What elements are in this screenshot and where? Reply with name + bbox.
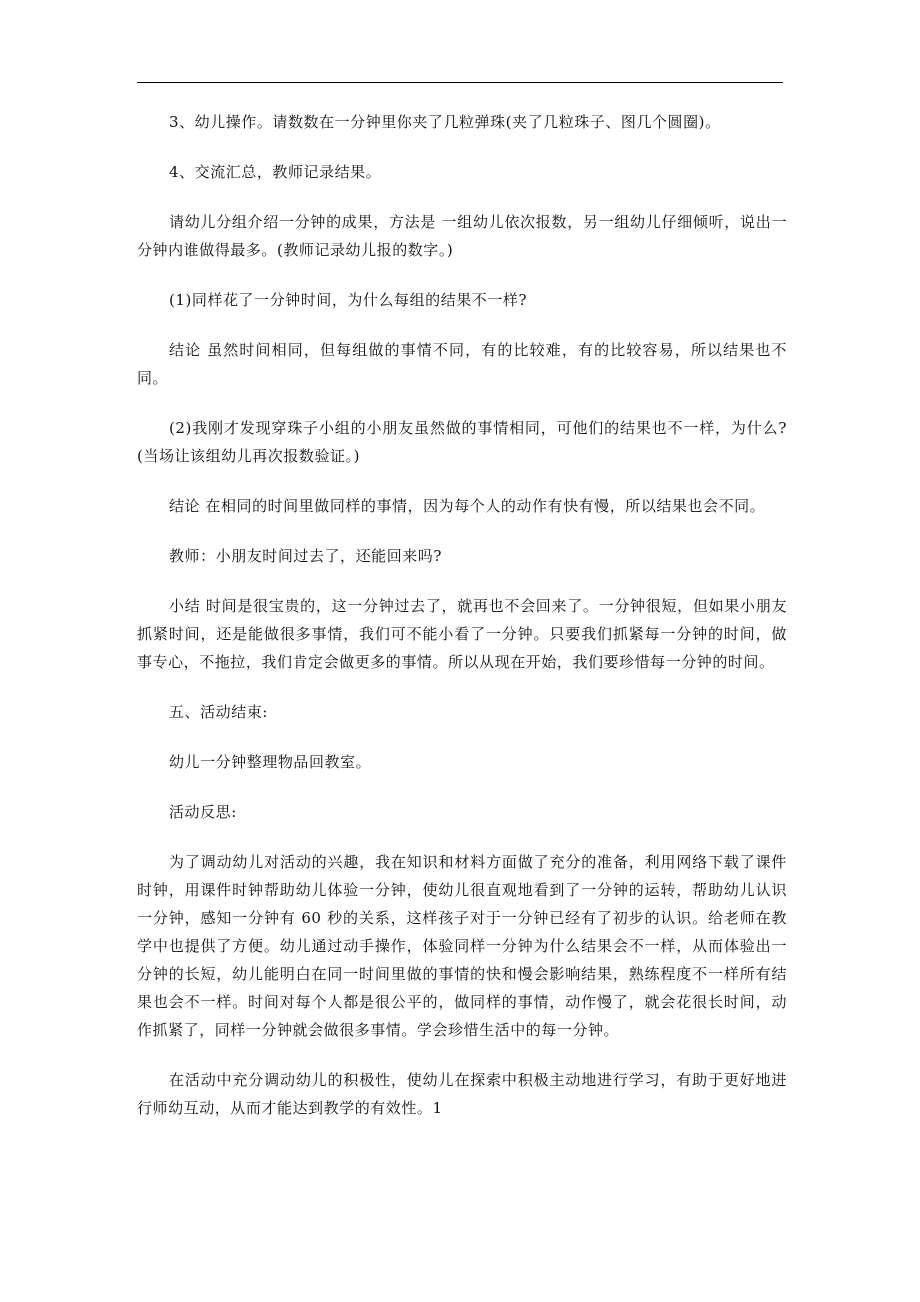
section-heading-reflection: 活动反思: [169, 803, 237, 821]
paragraph-teacher-question: 教师：小朋友时间过去了，还能回来吗? [169, 547, 442, 565]
section-heading-activity-end: 五、活动结束: [169, 703, 268, 721]
paragraph-conclusion-2: 结论 在相同的时间里做同样的事情，因为每个人的动作有快有慢，所以结果也会不同。 [169, 497, 766, 515]
document-body [137, 108, 787, 1144]
paragraph-tidy-up: 幼儿一分钟整理物品回教室。 [169, 753, 372, 771]
paragraph-summary: 小结 时间是很宝贵的，这一分钟过去了，就再也不会回来了。一分钟很短，但如果小朋友抓紧时间，还是能做很多事情，我们可不能小看了一分钟。只要我们抓紧每一分钟的时间，做事专心，不拖拉，我们肯定会做更多的事情。所以从现在开始，我们要珍惜每一分钟的时间。 [137, 597, 787, 671]
paragraph-conclusion-1: 结论 虽然时间相同，但每组做的事情不同，有的比较难，有的比较容易，所以结果也不同。 [137, 341, 787, 387]
paragraph-step-4: 4、交流汇总，教师记录结果。 [169, 163, 382, 181]
header-rule [137, 82, 783, 83]
paragraph-question-1: (1)同样花了一分钟时间，为什么每组的结果不一样? [169, 291, 528, 309]
paragraph-question-2: (2)我刚才发现穿珠子小组的小朋友虽然做的事情相同，可他们的结果也不一样，为什么?(当场让该组幼儿再次报数验证。) [137, 419, 787, 465]
paragraph-step-3: 3、幼儿操作。请数数在一分钟里你夹了几粒弹珠(夹了几粒珠子、图几个圆圈)。 [169, 113, 721, 131]
paragraph-reflection-2: 在活动中充分调动幼儿的积极性，使幼儿在探索中积极主动地进行学习，有助于更好地进行师幼互动，从而才能达到教学的有效性。1 [137, 1071, 787, 1117]
paragraph-group-report: 请幼儿分组介绍一分钟的成果，方法是 一组幼儿依次报数，另一组幼儿仔细倾听，说出一分钟内谁做得最多。(教师记录幼儿报的数字。) [137, 213, 787, 259]
paragraph-reflection-1: 为了调动幼儿对活动的兴趣，我在知识和材料方面做了充分的准备，利用网络下载了课件时钟，用课件时钟帮助幼儿体验一分钟，使幼儿很直观地看到了一分钟的运转，帮助幼儿认识一分钟，感知一分钟有 60 秒的关系，这样孩子对于一分钟已经有了初步的认识。给老师在教学中也提供了方便。幼儿通过动手操作，体验同样一分钟为什么结果会不一样，从而体验出一分钟的长短，幼儿能明白在同一时间里做的事情的快和慢会影响结果，熟练程度不一样所有结果也会不一样。时间对每个人都是很公平的，做同样的事情，动作慢了，就会花很长时间，动作抓紧了，同样一分钟就会做很多事情。学会珍惜生活中的每一分钟。 [137, 853, 787, 1039]
